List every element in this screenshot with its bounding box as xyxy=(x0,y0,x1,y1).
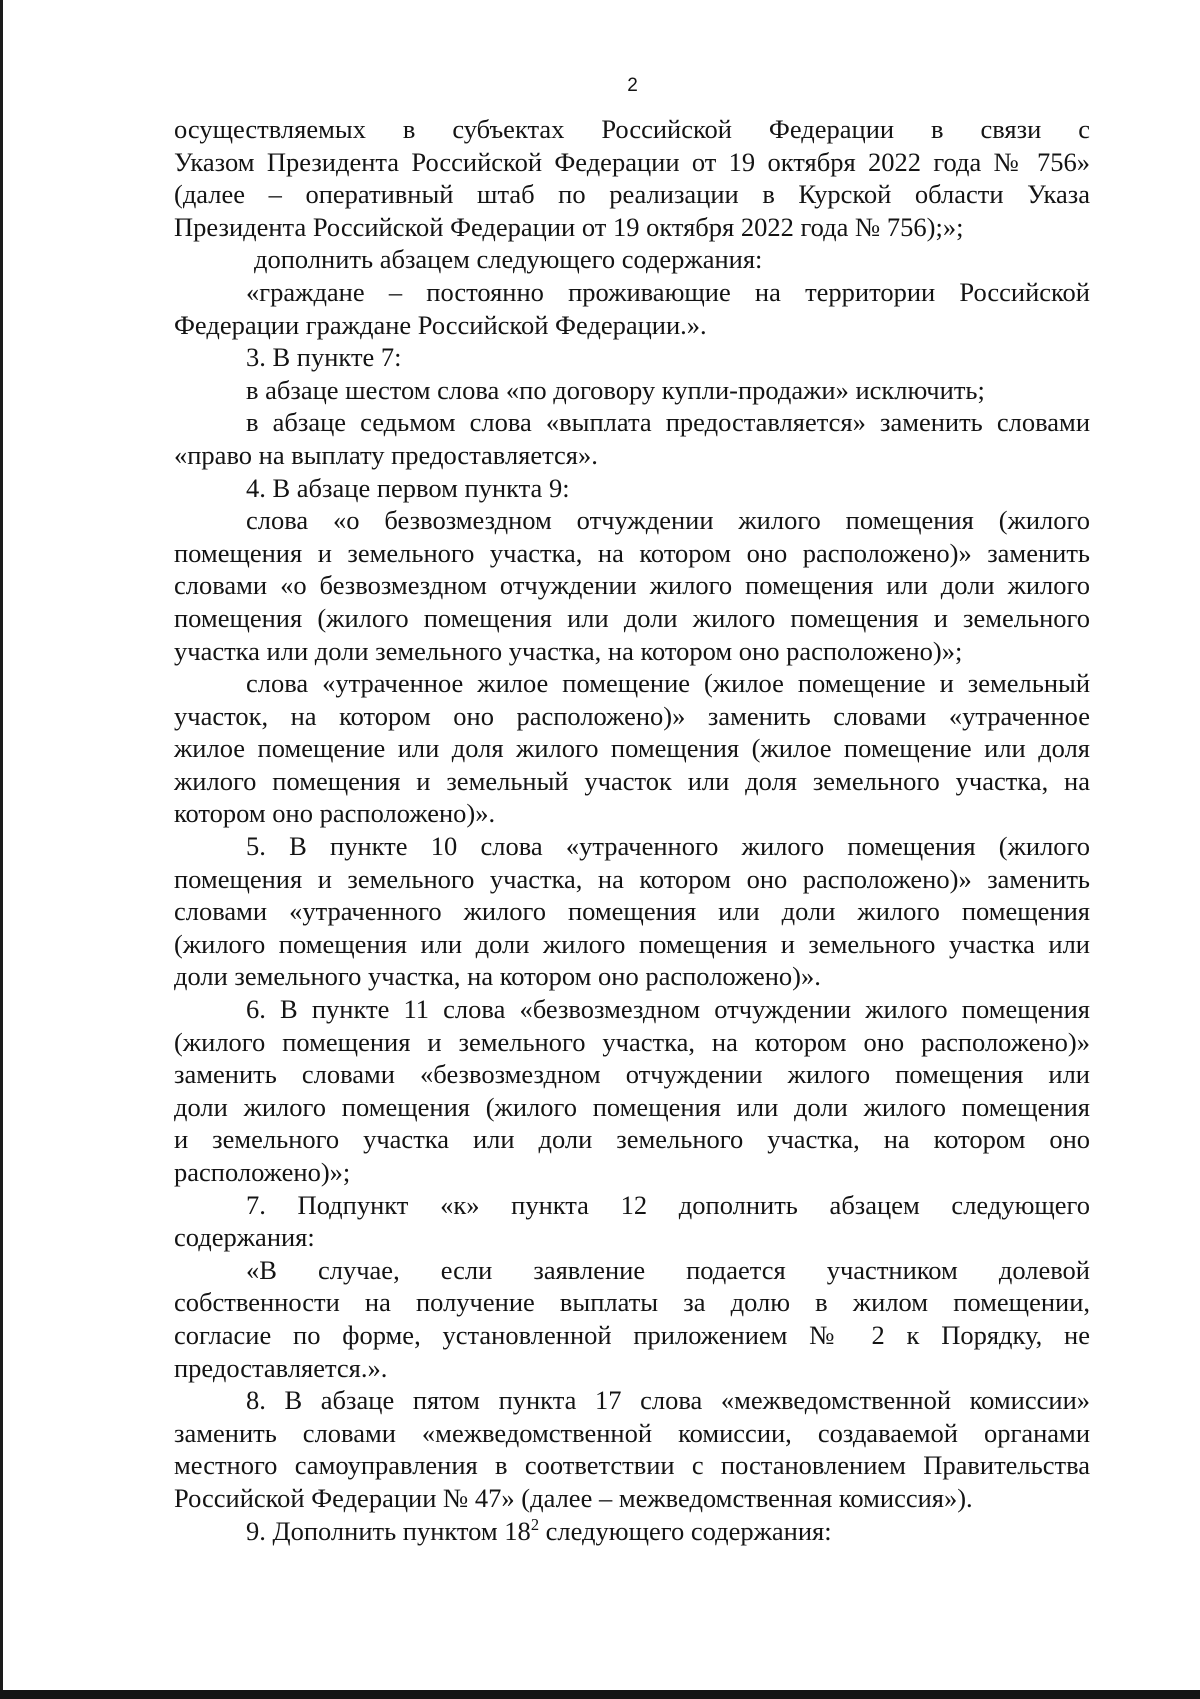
text-line: помещения и земельного участка, на котором оно расположено)» заменить xyxy=(174,863,1090,894)
text-fragment: следующего содержания: xyxy=(539,1515,832,1546)
text-line: участка или доли земельного участка, на котором оно расположено)»; xyxy=(174,635,963,666)
text-line: «право на выплату предоставляется». xyxy=(174,439,598,470)
text-line: жилого помещения и земельный участок или доля земельного участка, на xyxy=(174,765,1090,796)
text-line: 4. В абзаце первом пункта 9: xyxy=(246,472,570,503)
text-line: участок, на котором оно расположено)» заменить словами «утраченное xyxy=(174,700,1090,731)
text-line: заменить словами «межведомственной комиссии, создаваемой органами xyxy=(174,1417,1090,1448)
text-line: жилое помещение или доля жилого помещения (жилое помещение или доля xyxy=(174,733,1090,764)
text-line: «В случае, если заявление подается участником долевой xyxy=(246,1254,1090,1285)
text-line: предоставляется.». xyxy=(174,1352,388,1383)
text-line: «граждане – постоянно проживающие на территории Российской xyxy=(246,276,1090,307)
page-number: 2 xyxy=(627,75,638,96)
text-line: местного самоуправления в соответствии с постановлением Правительства xyxy=(174,1450,1090,1481)
text-line: помещения и земельного участка, на котором оно расположено)» заменить xyxy=(174,537,1090,568)
text-line: 8. В абзаце пятом пункта 17 слова «межведомственной комиссии» xyxy=(246,1385,1090,1416)
text-line xyxy=(174,1515,1090,1548)
text-line: осуществляемых в субъектах Российской Федерации в связи с xyxy=(174,114,1090,144)
text-line: 3. В пункте 7: xyxy=(246,342,402,373)
text-line: словами «о безвозмездном отчуждении жилого помещения или доли жилого xyxy=(174,570,1090,601)
text-line: слова «утраченное жилое помещение (жилое помещение и земельный xyxy=(246,668,1090,699)
text-line: котором оно расположено)». xyxy=(174,798,496,829)
text-line: 6. В пункте 11 слова «безвозмездном отчуждении жилого помещения xyxy=(246,994,1090,1025)
text-line: (жилого помещения или доли жилого помещения и земельного участка или xyxy=(174,928,1090,959)
text-line: словами «утраченного жилого помещения или доли жилого помещения xyxy=(174,896,1090,927)
text-line: доли земельного участка, на котором оно расположено)». xyxy=(174,961,821,992)
text-line: Российской Федерации № 47» (далее – межведомственная комиссия»). xyxy=(174,1482,973,1513)
text-line: собственности на получение выплаты за долю в жилом помещении, xyxy=(174,1287,1090,1318)
text-line: Федерации граждане Российской Федерации.». xyxy=(174,309,707,340)
text-line: слова «о безвозмездном отчуждении жилого помещения (жилого xyxy=(246,505,1090,536)
text-line: и земельного участка или доли земельного участка, на котором оно xyxy=(174,1124,1090,1155)
scan-border-left xyxy=(0,0,3,1699)
document-body xyxy=(174,113,1090,1547)
text-line: помещения (жилого помещения или доли жилого помещения и земельного xyxy=(174,602,1090,633)
text-line: 5. В пункте 10 слова «утраченного жилого помещения (жилого xyxy=(246,831,1090,862)
scan-border-bottom xyxy=(0,1690,1200,1699)
text-line: согласие по форме, установленной приложением № 2 к Порядку, не xyxy=(174,1319,1090,1350)
superscript-index: 2 xyxy=(530,1514,540,1534)
text-line: в абзаце седьмом слова «выплата предоставляется» заменить словами xyxy=(246,407,1090,438)
text-line: Президента Российской Федерации от 19 октября 2022 года № 756);»; xyxy=(174,211,964,242)
text-line: в абзаце шестом слова «по договору купли-продажи» исключить; xyxy=(246,374,985,405)
text-line: доли жилого помещения (жилого помещения или доли жилого помещения xyxy=(174,1091,1090,1122)
text-line: Указом Президента Российской Федерации от 19 октября 2022 года № 756» xyxy=(174,146,1090,177)
text-line: 7. Подпункт «к» пункта 12 дополнить абзацем следующего xyxy=(246,1189,1090,1220)
text-fragment: 9. Дополнить пунктом 18 xyxy=(246,1515,531,1546)
text-line: расположено)»; xyxy=(174,1157,351,1187)
text-line: заменить словами «безвозмездном отчуждении жилого помещения или xyxy=(174,1059,1090,1090)
text-line: содержания: xyxy=(174,1222,315,1253)
text-line: (далее – оперативный штаб по реализации в Курской области Указа xyxy=(174,179,1090,210)
text-line: (жилого помещения и земельного участка, на котором оно расположено)» xyxy=(174,1026,1090,1057)
text-line: дополнить абзацем следующего содержания: xyxy=(254,244,763,275)
